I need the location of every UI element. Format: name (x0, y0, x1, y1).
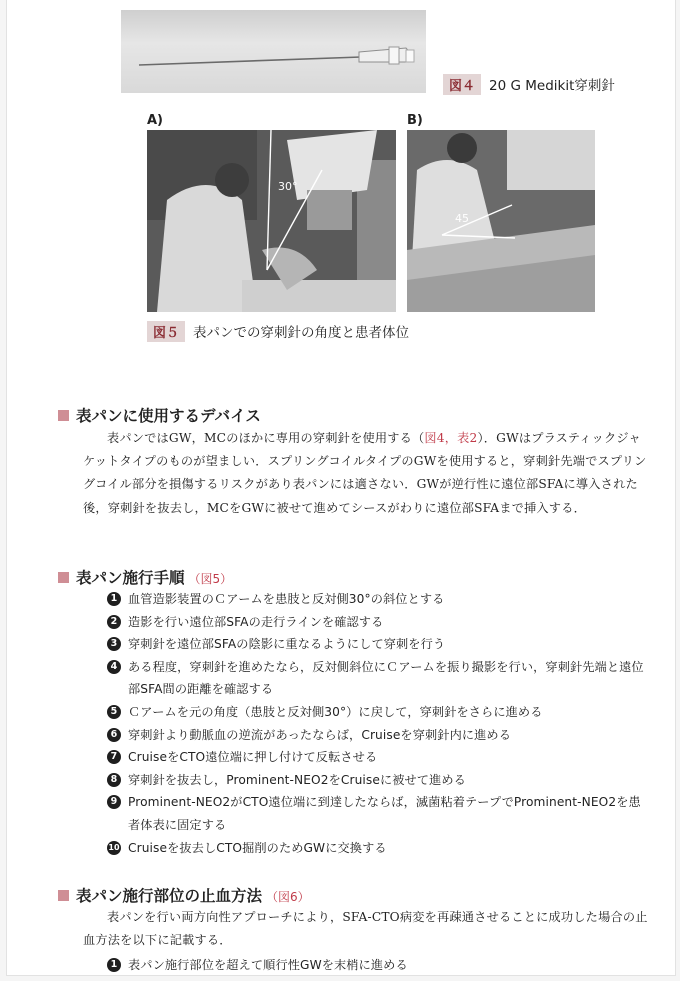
needle-drawing (121, 10, 426, 93)
step-number-badge: 3 (107, 637, 121, 651)
step-number-badge: 2 (107, 615, 121, 629)
step-item (107, 701, 652, 724)
section-procedure-heading (58, 566, 232, 588)
step-number-badge: 7 (107, 750, 121, 764)
section-devices-heading (58, 404, 261, 426)
step-number-badge: 4 (107, 660, 121, 674)
figure5-tag: 図５ (147, 321, 185, 342)
step-item (107, 588, 652, 611)
section-hemostasis-title: 表パン施行部位の止血方法 (76, 887, 263, 905)
hemostasis-steps (107, 954, 652, 977)
figure4-tag: 図４ (443, 74, 481, 95)
step-number-badge: 6 (107, 728, 121, 742)
step-text: Prominent-NEO2がCTO遠位端に到達したならば，滅菌粘着テープでProminent-NEO2を患者体表に固定する (128, 795, 641, 832)
step-item (107, 724, 652, 747)
step-number-badge: 1 (107, 592, 121, 606)
step-text: Ｃアームを元の角度（患肢と反対側30°）に戻して，穿刺針をさらに進める (128, 704, 543, 719)
panel-b-label: B) (407, 113, 423, 128)
step-number-badge: 1 (107, 958, 121, 972)
step-text: 穿刺針より動脈血の逆流があったならば，Cruiseを穿刺針内に進める (128, 727, 512, 742)
devices-ref: 図4，表2 (424, 431, 478, 445)
photo-a-scene (147, 130, 396, 312)
figure5-caption-text: 表パンでの穿刺針の角度と患者体位 (193, 325, 410, 341)
step-text: Cruiseを抜去しCTO掘削のためGWに交換する (128, 840, 387, 855)
step-text: 表パン施行部位を超えて順行性GWを末梢に進める (128, 958, 408, 972)
photo-panel-b (407, 130, 595, 312)
step-number-badge: 5 (107, 705, 121, 719)
figure4-caption (443, 74, 615, 95)
panel-a-label: A) (147, 113, 164, 128)
angle-b-label: 45 (455, 212, 469, 225)
step-text: 穿刺針を抜去し，Prominent-NEO2をCruiseに被せて進める (128, 772, 466, 787)
photo-b-scene (407, 130, 595, 312)
step-text: 造影を行い遠位部SFAの走行ラインを確認する (128, 614, 384, 629)
figure5-caption (147, 321, 409, 342)
step-number-badge: 10 (107, 841, 121, 855)
devices-text-1: 表パンではGW，MCのほかに専用の穿刺針を使用する（ (107, 431, 425, 445)
step-item (107, 611, 652, 634)
devices-text-2: ）．GWはプラスティックジャケットタイプのものが望ましい．スプリングコイルタイプのGWを使用すると，穿刺針先端でスプリングコイル部分を損傷するリスクがあり表パンには適さない．GWが逆行性に遠位部SFAに導入された後，穿刺針を抜去し，MCをGWに被せて進めてシースがわりに遠位部SFAまで挿入する． (83, 431, 647, 515)
heading-square-icon (58, 410, 69, 421)
heading-square-icon (58, 572, 69, 583)
section-hemostasis-body: 表パンを行い両方向性アプローチにより，SFA-CTO病変を再疎通させることに成功した場合の止血方法を以下に記載する． (83, 910, 648, 948)
step-text: ある程度，穿刺針を進めたなら，反対側斜位にＣアームを振り撮影を行い，穿刺針先端と遠位部SFA間の距離を確認する (128, 659, 644, 697)
section-procedure-title: 表パン施行手順 (76, 569, 185, 587)
section-hemostasis-ref: （図6） (266, 890, 310, 904)
step-number-badge: 8 (107, 773, 121, 787)
heading-square-icon (58, 890, 69, 901)
step-text: CruiseをCTO遠位端に押し付けて反転させる (128, 750, 378, 765)
step-text: 穿刺針を遠位部SFAの陰影に重なるようにして穿刺を行う (128, 637, 446, 652)
step-item (107, 837, 652, 860)
angle-a-label: 30° (278, 180, 298, 193)
needle-photo (121, 10, 426, 93)
photo-panel-a (147, 130, 396, 312)
step-item (107, 633, 652, 656)
step-item (107, 954, 652, 977)
section-procedure-ref: （図5） (188, 572, 233, 586)
step-number-badge: 9 (107, 795, 121, 809)
step-item (107, 791, 652, 836)
section-devices-body (83, 427, 649, 520)
step-item (107, 769, 652, 792)
procedure-steps (107, 588, 652, 859)
step-item (107, 656, 652, 701)
section-hemostasis-heading (58, 884, 310, 906)
section-devices-title: 表パンに使用するデバイス (76, 407, 261, 425)
figure4-caption-text: 20 G Medikit穿刺針 (489, 78, 615, 94)
step-item (107, 746, 652, 769)
step-text: 血管造影装置のＣアームを患肢と反対側30°の斜位とする (128, 592, 445, 606)
